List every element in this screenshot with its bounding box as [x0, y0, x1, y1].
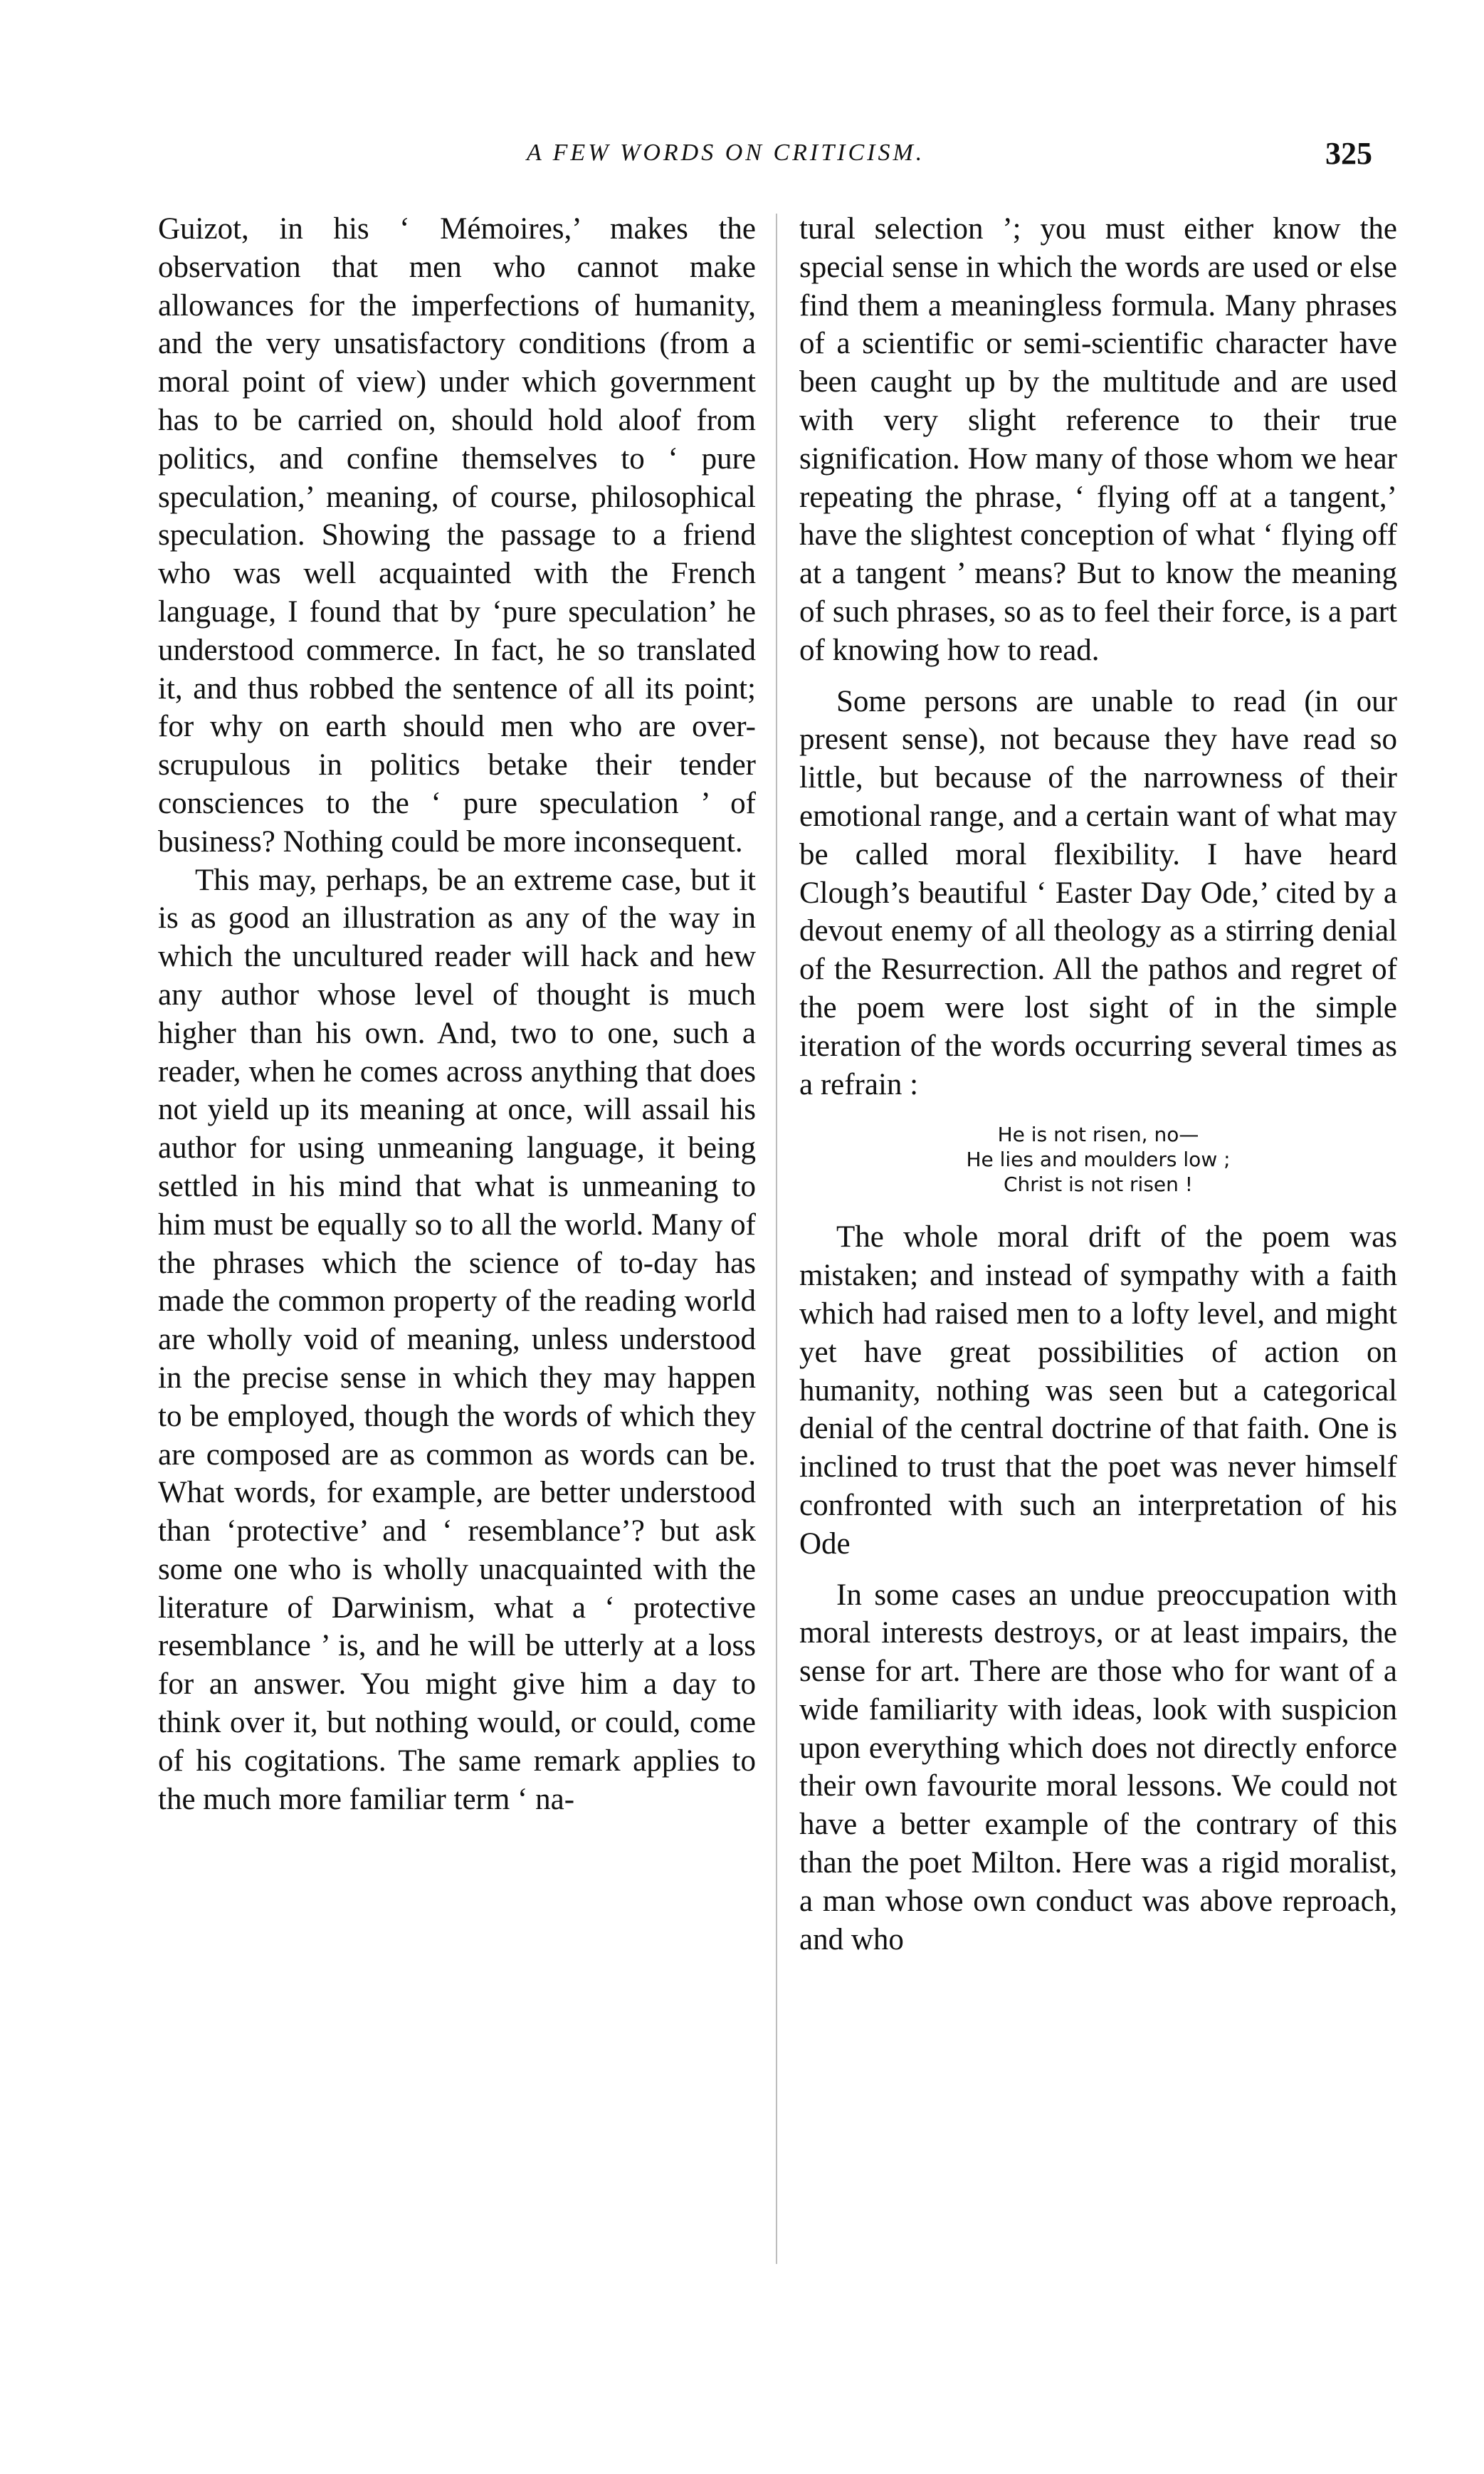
right-paragraph-4: In some cases an undue preoccupation with moral interests destroys, or at least impairs, the sense for art. There are those who for want of a wide familiarity with ideas, look with suspicion upon everything which does not directly enforce their own favourite moral lessons. We could not have a better example of the contrary of this than the poet Milton. Here was a rigid moralist, a man whose own conduct was above reproach, and who — [799, 1578, 1397, 1956]
column-divider — [776, 214, 777, 2264]
verse-line: He lies and moulders low ; — [966, 1148, 1231, 1172]
page-header — [0, 136, 1484, 182]
verse-line: He is not risen, no— — [997, 1123, 1199, 1147]
left-column — [158, 210, 756, 1818]
verse-line: Christ is not risen ! — [1003, 1173, 1194, 1197]
right-paragraph-3: The whole moral drift of the poem was mistaken; and instead of sympathy with a faith which had raised men to a lofty level, and might yet have great possibilities of action on humanity, nothing was seen but a categorical denial of the central doctrine of that faith. One is inclined to trust that the poet was never himself confronted with such an interpretation of his Ode — [799, 1220, 1397, 1561]
right-paragraph-2: Some persons are unable to read (in our present sense), not because they have read so little, but because of the narrowness of their emotional range, and a certain want of what may be called moral flexibility. I have heard Clough’s beautiful ‘ Easter Day Ode,’ cited by a devout enemy of all theology as a stirring denial of the Resurrection. All the pathos and regret of the poem were lost sight of in the simple iteration of the words occurring several times as a refrain : — [799, 684, 1397, 1101]
right-column — [799, 210, 1397, 1959]
left-paragraph-2: This may, perhaps, be an extreme case, but it is as good an illustration as any of the way in which the uncultured reader will hack and hew any author whose level of thought is much higher than his own. And, two to one, such a reader, when he comes across anything that does not yield up its meaning at once, will assail his author for using unmeaning language, it being settled in his mind that what is unmeaning to him must be equally so to all the world. Many of the phrases which the science of to-day has made the common property of the reading world are wholly void of meaning, unless understood in the precise sense in which they may happen to be employed, though the words of which they are composed are as common as words can be. What words, for example, are better understood than ‘protective’ and ‘ resemblance’? but ask some one who is wholly unacquainted with the literature of Darwinism, what a ‘ protective resemblance ’ is, and he will be utterly at a loss for an answer. You might give him a day to think over it, but nothing would, or could, come of his cogitations. The same remark applies to the much more familiar term ‘ na- — [158, 863, 756, 1816]
page-number: 325 — [1325, 136, 1372, 171]
verse-quotation — [799, 1122, 1397, 1197]
left-paragraph-1: Guizot, in his ‘ Mémoires,’ makes the observation that men who cannot make allowances for the imperfections of humanity, and the very unsatisfactory conditions (from a moral point of view) under which government has to be carried on, should hold aloof from politics, and confine themselves to ‘ pure speculation,’ meaning, of course, philosophical speculation. Showing the passage to a friend who was well acquainted with the French language, I found that by ‘pure speculation’ he understood commerce. In fact, he so translated it, and thus robbed the sentence of all its point; for why on earth should men who are over-scrupulous in politics betake their tender consciences to the ‘ pure speculation ’ of business? Nothing could be more inconsequent. — [158, 212, 756, 859]
running-title: A FEW WORDS ON CRITICISM. — [527, 140, 925, 166]
right-paragraph-1: tural selection ’; you must either know the special sense in which the words are used or else find them a meaningless formula. Many phrases of a scientific or semi-scientific character have been caught up by the multitude and are used with very slight reference to their true signification. How many of those whom we hear repeating the phrase, ‘ flying off at a tangent,’ have the slightest conception of what ‘ flying off at a tangent ’ means? But to know the meaning of such phrases, so as to feel their force, is a part of knowing how to read. — [799, 212, 1397, 667]
